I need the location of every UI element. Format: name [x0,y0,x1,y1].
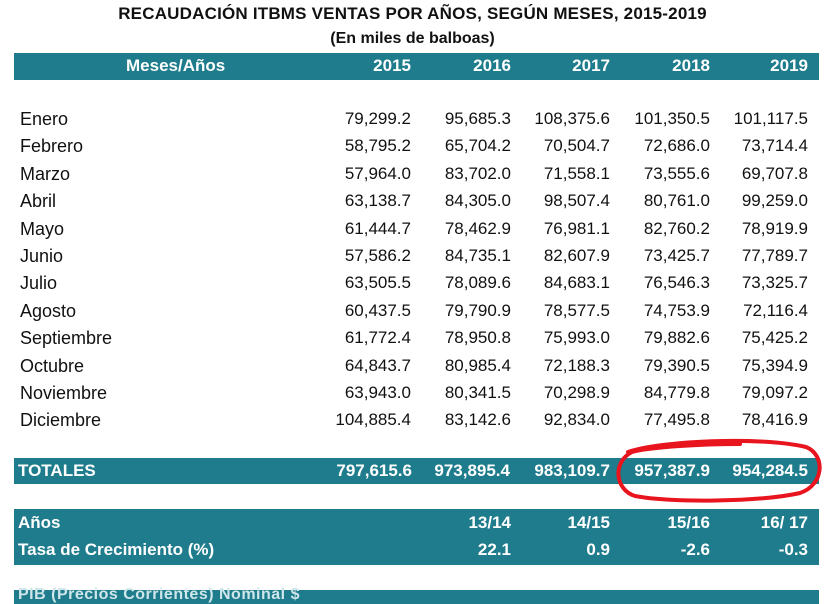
value-cell: 73,425.7 [643,245,710,265]
value-cell: 79,299.2 [344,109,411,128]
value-cell: 72,116.4 [743,300,808,320]
month-label: Marzo [20,163,71,184]
month-label: Abril [20,191,57,212]
header-year: 2018 [672,56,710,75]
value-cell: 63,943.0 [344,382,411,402]
header-year: 2015 [373,56,411,75]
value-cell: 80,341.5 [444,382,511,402]
table-row [14,216,819,243]
growth-rate: 22.1 [477,540,511,559]
value-cell: 80,985.4 [444,355,511,375]
growth-years-label: Años [18,513,61,532]
value-cell: 101,117.5 [733,109,808,128]
value-cell: 78,919.9 [741,218,808,238]
value-cell: 84,735.1 [444,245,511,265]
table-row [14,353,819,380]
value-cell: 78,462.9 [444,218,511,238]
value-cell: 65,704.2 [444,136,511,156]
value-cell: 108,375.6 [534,109,610,128]
monthly-rows [14,106,819,435]
month-label: Julio [20,273,58,294]
value-cell: 84,779.8 [643,382,710,402]
value-cell: 73,555.6 [643,163,710,183]
table-row [14,161,819,188]
table-row [14,106,819,133]
totals-label: TOTALES [18,461,96,480]
month-label: Mayo [20,218,65,239]
value-cell: 70,504.7 [543,136,610,156]
value-cell: 58,795.2 [344,136,411,156]
value-cell: 80,761.0 [643,191,710,211]
growth-band [14,509,819,565]
value-cell: 57,964.0 [344,163,411,183]
table-row [14,298,819,325]
month-label: Febrero [20,136,84,157]
table-row [14,133,819,160]
value-cell: 79,390.5 [643,355,710,375]
value-cell: 61,772.4 [344,328,411,348]
growth-period: 13/14 [468,513,511,532]
month-label: Enero [20,109,69,129]
value-cell: 83,142.6 [444,410,511,430]
value-cell: 73,325.7 [741,273,808,293]
value-cell: 60,437.5 [344,300,411,320]
total-value: 954,284.5 [732,461,808,480]
value-cell: 92,834.0 [543,410,610,430]
value-cell: 99,259.0 [741,191,808,211]
growth-rate-label: Tasa de Crecimiento (%) [18,540,215,559]
value-cell: 74,753.9 [643,300,710,320]
value-cell: 75,425.2 [741,328,808,348]
value-cell: 98,507.4 [543,191,610,211]
header-label: Meses/Años [126,56,226,75]
value-cell: 79,882.6 [643,328,710,348]
value-cell: 83,702.0 [444,163,511,183]
value-cell: 75,394.9 [741,355,808,375]
month-label: Noviembre [20,382,108,403]
growth-period: 15/16 [667,513,710,532]
value-cell: 104,885.4 [335,410,411,430]
growth-rate: -0.3 [778,540,808,559]
table-row [14,243,819,270]
total-value: 957,387.9 [634,461,710,480]
value-cell: 101,350.5 [634,109,710,128]
header-year: 2019 [770,56,808,75]
table-row [14,407,819,434]
growth-period: 14/15 [567,513,610,532]
value-cell: 75,993.0 [543,328,610,348]
table-subtitle: (En miles de balboas) [330,30,495,47]
total-value: 797,615.6 [336,461,412,480]
table-row [14,188,819,215]
value-cell: 69,707.8 [741,163,808,183]
pib-band [14,586,819,604]
pib-label: PIB (Precios Corrientes) Nominal $ [18,586,300,603]
growth-years-row [14,509,819,535]
value-cell: 73,714.4 [741,136,808,156]
value-cell: 79,097.2 [741,382,808,402]
table-title: RECAUDACIÓN ITBMS VENTAS POR AÑOS, SEGÚN MESES, 2015-2019 [118,4,707,23]
value-cell: 64,843.7 [344,355,411,375]
value-cell: 61,444.7 [344,218,411,238]
month-label: Septiembre [20,328,113,349]
growth-period: 16/ 17 [760,513,808,532]
value-cell: 71,558.1 [543,163,610,183]
value-cell: 63,505.5 [344,273,411,293]
value-cell: 79,790.9 [444,300,511,320]
value-cell: 84,683.1 [543,273,610,293]
month-label: Octubre [20,355,85,376]
value-cell: 95,685.3 [444,109,511,128]
header-year: 2016 [473,56,511,75]
growth-rate: -2.6 [680,540,710,559]
total-value: 973,895.4 [434,461,510,480]
value-cell: 72,686.0 [643,136,710,156]
table-row [14,270,819,297]
value-cell: 78,416.9 [741,410,808,430]
value-cell: 70,298.9 [543,382,610,402]
value-cell: 82,607.9 [543,245,610,265]
table-row [14,380,819,407]
value-cell: 72,188.3 [543,355,610,375]
value-cell: 78,950.8 [444,328,511,348]
month-label: Agosto [20,300,77,321]
value-cell: 76,546.3 [643,273,710,293]
value-cell: 57,586.2 [344,245,411,265]
growth-rate-row [14,536,819,562]
header-band [14,53,819,80]
total-value: 983,109.7 [534,461,610,480]
value-cell: 63,138.7 [344,191,411,211]
totals-band [14,458,819,484]
value-cell: 77,789.7 [741,245,808,265]
month-label: Diciembre [20,410,102,431]
value-cell: 77,495.8 [643,410,710,430]
table-row [14,325,819,352]
value-cell: 84,305.0 [444,191,511,211]
value-cell: 78,089.6 [444,273,511,293]
value-cell: 82,760.2 [643,218,710,238]
growth-rate: 0.9 [586,540,610,559]
value-cell: 78,577.5 [543,300,610,320]
month-label: Junio [20,245,64,266]
value-cell: 76,981.1 [543,218,610,238]
header-year: 2017 [572,56,610,75]
